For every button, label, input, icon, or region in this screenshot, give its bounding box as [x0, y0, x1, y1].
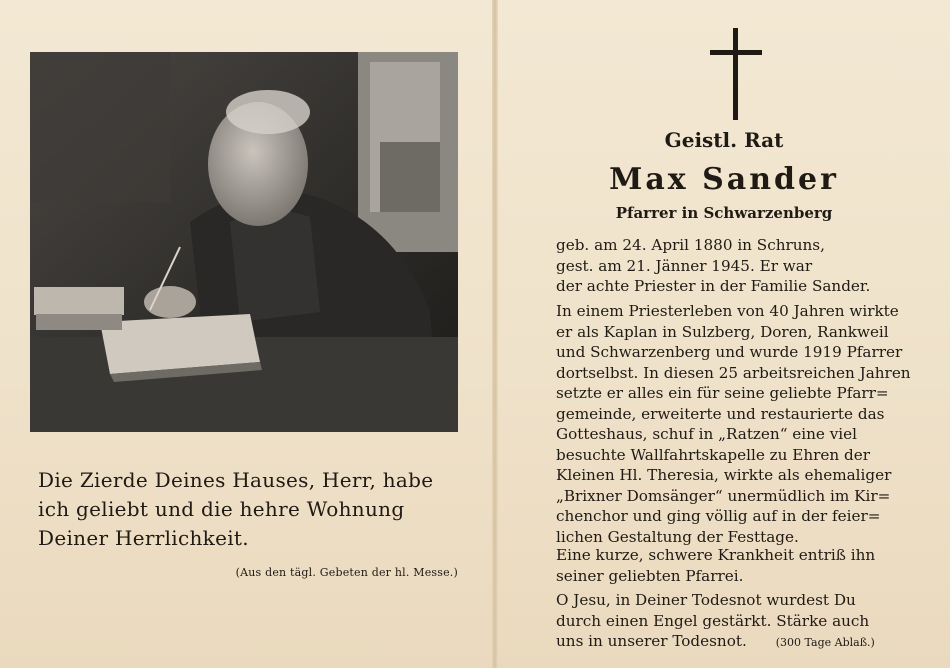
- illness-line: Eine kurze, schwere Krankheit entriß ihn: [556, 546, 876, 564]
- prayer-paragraph: [556, 590, 932, 654]
- prayer-line: [556, 631, 932, 654]
- life-line: Kleinen Hl. Theresia, wirkte als ehemaliger: [556, 466, 892, 484]
- life-line: gemeinde, erweiterte und restaurierte das: [556, 404, 885, 423]
- rank-title: Geistl. Rat: [664, 128, 784, 152]
- bio-paragraph: [556, 235, 932, 297]
- life-line: In einem Priesterleben von 40 Jahren wirkte: [556, 302, 899, 320]
- deceased-name: Max Sander: [609, 162, 839, 197]
- life-line: Gotteshaus, schuf in „Ratzen“ eine viel: [556, 425, 858, 443]
- life-line: und Schwarzenberg und wurde 1919 Pfarrer: [556, 343, 903, 361]
- life-line: er als Kaplan in Sulzberg, Doren, Rankweil: [556, 322, 889, 341]
- portrait-photo: [30, 52, 458, 432]
- life-paragraph: [556, 301, 932, 547]
- bio-line: geb. am 24. April 1880 in Schruns,: [556, 236, 825, 254]
- prayer-line: O Jesu, in Deiner Todesnot wurdest Du: [556, 591, 856, 609]
- indulgence-note: (300 Tage Ablaß.): [775, 636, 875, 649]
- verse-line: Deiner Herrlichkeit.: [38, 526, 249, 550]
- right-panel: [498, 0, 950, 668]
- prayer-line: durch einen Engel gestärkt. Stärke auch: [556, 611, 870, 630]
- bio-line: gest. am 21. Jänner 1945. Er war: [556, 256, 813, 275]
- life-line: dortselbst. In diesen 25 arbeitsreichen Jahren: [556, 363, 911, 382]
- life-line: chenchor und ging völlig auf in der feier=: [556, 507, 881, 525]
- life-line: „Brixner Domsänger“ unermüdlich im Kir=: [556, 486, 891, 505]
- verse-line: ich geliebt und die hehre Wohnung: [38, 497, 405, 521]
- life-line: besuchte Wallfahrtskapelle zu Ehren der: [556, 445, 870, 464]
- verse: [38, 466, 458, 553]
- cross-icon: [706, 28, 766, 120]
- bio-line: der achte Priester in der Familie Sander.: [556, 277, 871, 295]
- verse-source: (Aus den tägl. Gebeten der hl. Messe.): [235, 566, 458, 579]
- prayer-line-text: uns in unserer Todesnot.: [556, 632, 747, 650]
- portrait-image: [30, 52, 458, 432]
- office-title: Pfarrer in Schwarzenberg: [615, 204, 833, 222]
- verse-line: Die Zierde Deines Hauses, Herr, habe: [38, 468, 434, 492]
- life-line: setzte er alles ein für seine geliebte Pfarr=: [556, 384, 889, 402]
- illness-paragraph: [556, 545, 932, 586]
- life-line: lichen Gestaltung der Festtage.: [556, 527, 799, 546]
- illness-line: seiner geliebten Pfarrei.: [556, 566, 744, 585]
